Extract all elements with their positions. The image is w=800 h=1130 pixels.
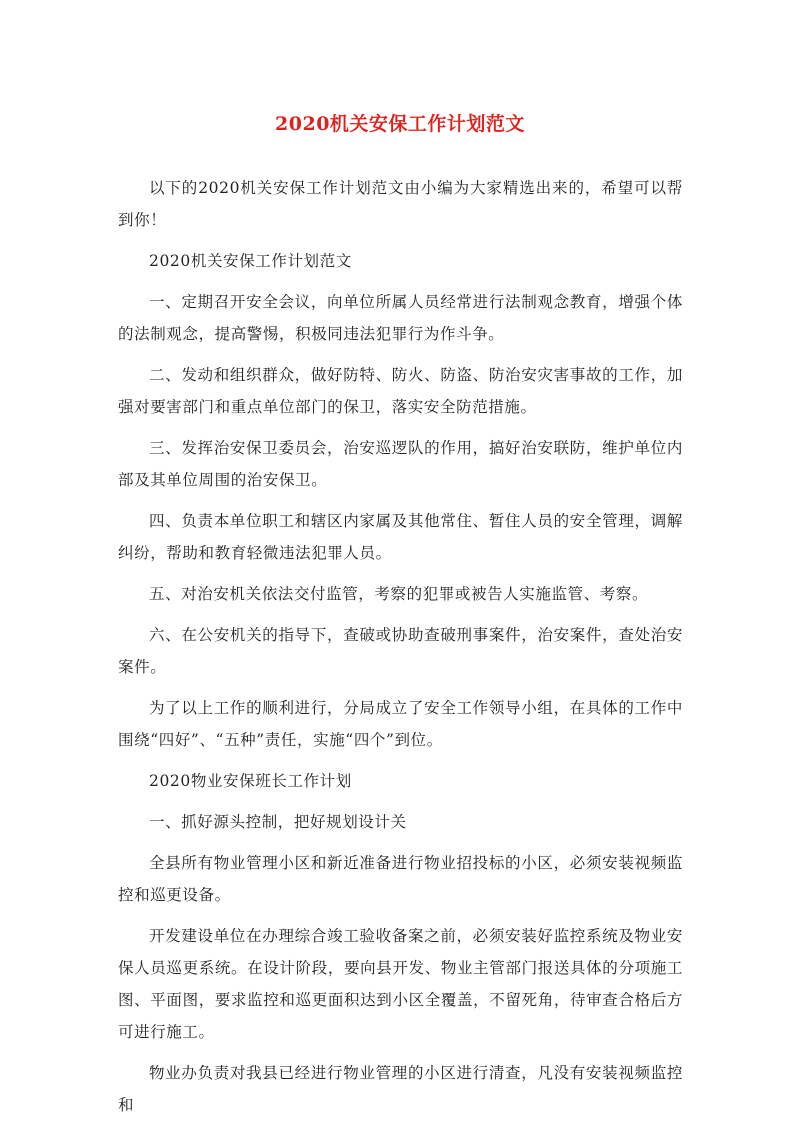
paragraph: 一、定期召开安全会议，向单位所属人员经常进行法制观念教育，增强个体的法制观念，提高警惕，积极同违法犯罪行为作斗争。 [118,293,683,343]
paragraph: 一、抓好源头控制，把好规划设计关 [149,813,407,831]
section-heading: 2020机关安保工作计划范文 [149,252,352,270]
paragraph: 四、负责本单位职工和辖区内家属及其他常住、暂住人员的安全管理，调解纠纷，帮助和教育轻微违法犯罪人员。 [118,512,683,562]
intro-paragraph: 以下的2020机关安保工作计划范文由小编为大家精选出来的，希望可以帮到你！ [118,179,683,229]
paragraph: 开发建设单位在办理综合竣工验收备案之前，必须安装好监控系统及物业安保人员巡更系统。在设计阶段，要向县开发、物业主管部门报送具体的分项施工图、平面图，要求监控和巡更面积达到小区全覆盖，不留死角，待审查合格后方可进行施工。 [118,927,683,1041]
paragraph: 为了以上工作的顺利进行，分局成立了安全工作领导小组，在具体的工作中围绕“四好”、“五种”责任，实施“四个”到位。 [118,699,683,749]
document-title: 2020机关安保工作计划范文 [275,113,525,135]
paragraph: 五、对治安机关依法交付监管，考察的犯罪或被告人实施监管、考察。 [149,585,649,603]
document-body [118,172,683,1130]
paragraph: 全县所有物业管理小区和新近准备进行物业招投标的小区，必须安装视频监控和巡更设备。 [118,854,683,904]
paragraph: 六、在公安机关的指导下，查破或协助查破刑事案件，治安案件，查处治安案件。 [118,626,683,676]
section-heading: 2020物业安保班长工作计划 [149,772,352,790]
paragraph: 三、发挥治安保卫委员会，治安巡逻队的作用，搞好治安联防，维护单位内部及其单位周围的治安保卫。 [118,439,683,489]
paragraph: 二、发动和组织群众，做好防特、防火、防盗、防治安灾害事故的工作，加强对要害部门和重点单位部门的保卫，落实安全防范措施。 [118,366,683,416]
paragraph: 物业办负责对我县已经进行物业管理的小区进行清查，凡没有安装视频监控和 [118,1064,683,1114]
